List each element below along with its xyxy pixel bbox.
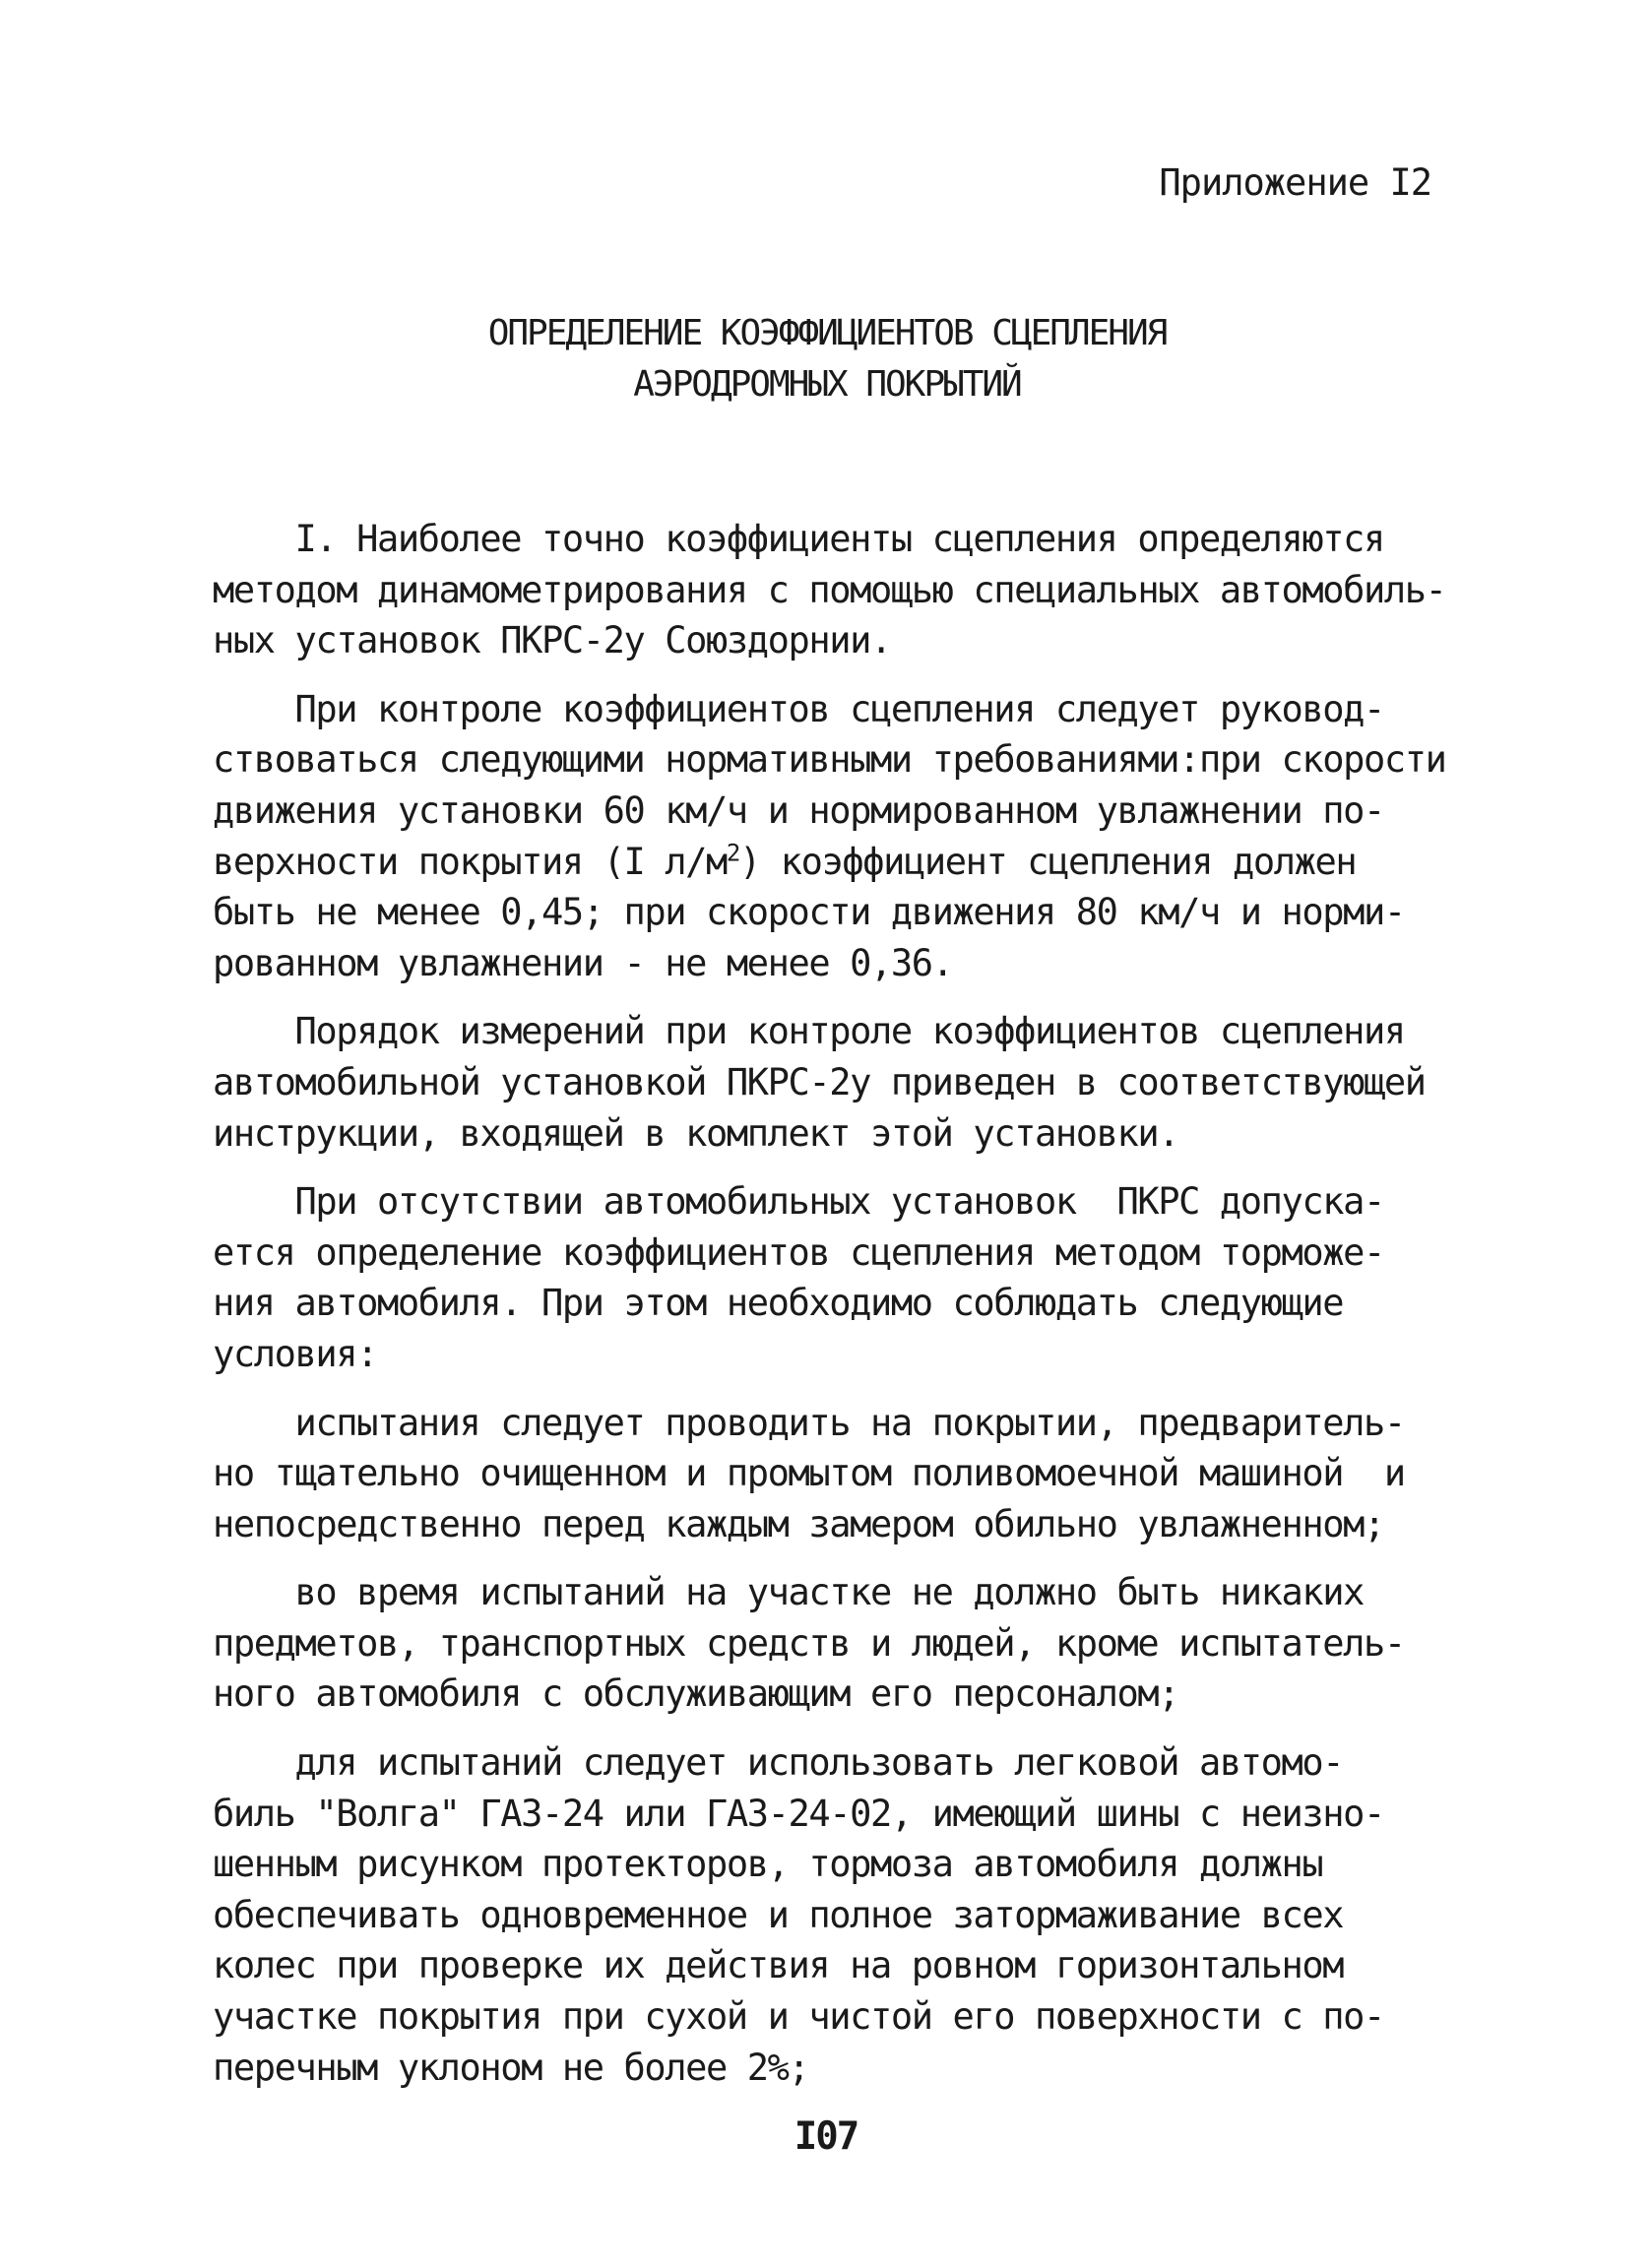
text-line: ния автомобиля. При этом необходимо соблюдать следующие bbox=[213, 1282, 1344, 1325]
paragraph bbox=[213, 1567, 1453, 1720]
text-line: быть не менее 0,45; при скорости движения 80 км/ч и норми- bbox=[213, 891, 1405, 934]
text-line-start: верхности покрытия (I л/м bbox=[213, 840, 727, 883]
text-line: При контроле коэффициентов сцепления следует руковод- bbox=[213, 687, 1384, 730]
text-line: движения установки 60 км/ч и нормированном увлажнении по- bbox=[213, 788, 1384, 832]
text-line: во время испытаний на участке не должно быть никаких bbox=[213, 1571, 1365, 1614]
text-line: ствоваться следующими нормативными требованиями:при скорости bbox=[213, 738, 1446, 782]
text-line: ется определение коэффициентов сцепления методом торможе- bbox=[213, 1230, 1384, 1274]
text-line: ного автомобиля с обслуживающим его персоналом; bbox=[213, 1672, 1179, 1716]
paragraph bbox=[213, 1737, 1453, 2093]
text-line: обеспечивать одновременное и полное затормаживание всех bbox=[213, 1893, 1344, 1936]
text-line: колес при проверке их действия на ровном горизонтальном bbox=[213, 1944, 1344, 1987]
text-line: рованном увлажнении - не менее 0,36. bbox=[213, 941, 953, 984]
document-title-line-1: ОПРЕДЕЛЕНИЕ КОЭФФИЦИЕНТОВ СЦЕПЛЕНИЯ bbox=[487, 313, 1167, 353]
text-line: ных установок ПКРС-2у Союздорнии. bbox=[213, 619, 891, 662]
text-line-continuation: ) коэффициент сцепления должен bbox=[738, 840, 1357, 883]
text-line: предметов, транспортных средств и людей, кроме испытатель- bbox=[213, 1621, 1405, 1665]
text-line: методом динамометрирования с помощью специальных автомобиль- bbox=[213, 568, 1446, 611]
text-line: Порядок измерений при контроле коэффициентов сцепления bbox=[213, 1010, 1405, 1053]
text-line: шенным рисунком протекторов, тормоза автомобиля должны bbox=[213, 1843, 1323, 1886]
text-line: участке покрытия при сухой и чистой его поверхности с по- bbox=[213, 1995, 1384, 2039]
text-line: условия: bbox=[213, 1332, 378, 1375]
text-line: испытания следует проводить на покрытии, предваритель- bbox=[213, 1401, 1405, 1444]
document-title-line-2: АЭРОДРОМНЫХ ПОКРЫТИЙ bbox=[633, 364, 1021, 405]
text-line: инструкции, входящей в комплект этой установки. bbox=[213, 1111, 1179, 1155]
paragraph bbox=[213, 1398, 1453, 1550]
text-line: При отсутствии автомобильных установок ПКРС допуска- bbox=[213, 1180, 1384, 1224]
superscript: 2 bbox=[726, 839, 739, 867]
text-line: но тщательно очищенном и промытом поливомоечной машиной и bbox=[213, 1452, 1405, 1495]
paragraph bbox=[213, 514, 1453, 666]
text-line: биль "Волга" ГАЗ-24 или ГАЗ-24-02, имеющий шины с неизно- bbox=[213, 1792, 1384, 1835]
appendix-label: Приложение I2 bbox=[1159, 161, 1431, 204]
text-line: непосредственно перед каждым замером обильно увлажненном; bbox=[213, 1502, 1384, 1545]
paragraph bbox=[213, 1176, 1453, 1379]
text-line bbox=[213, 837, 1453, 888]
text-line: перечным уклоном не более 2%; bbox=[213, 2046, 809, 2089]
paragraph bbox=[213, 684, 1453, 989]
page-number: I07 bbox=[794, 2114, 858, 2159]
text-line: для испытаний следует использовать легковой автомо- bbox=[213, 1741, 1344, 1785]
text-line: автомобильной установкой ПКРС-2у приведен в соответствующей bbox=[213, 1060, 1426, 1103]
document-body bbox=[213, 514, 1453, 2093]
paragraph bbox=[213, 1006, 1453, 1159]
text-line: I. Наиболее точно коэффициенты сцепления определяются bbox=[213, 518, 1384, 560]
